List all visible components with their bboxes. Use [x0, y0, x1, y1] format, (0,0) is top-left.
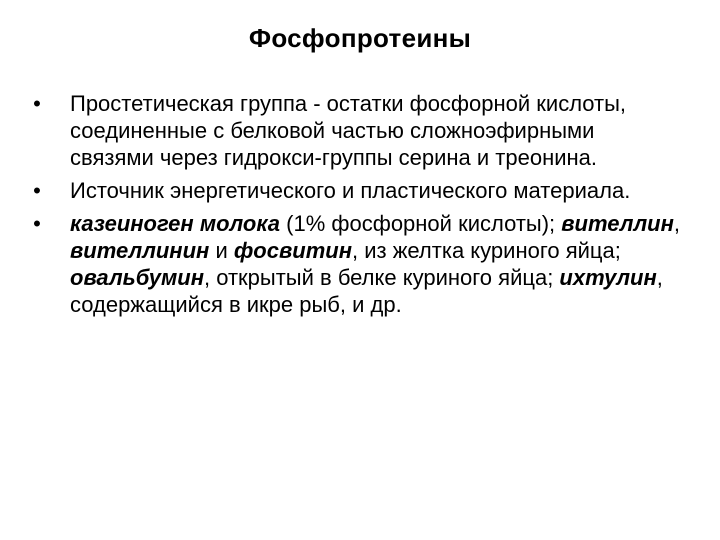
bullet-text: и [209, 238, 234, 263]
bullet-text: Источник энергетического и пластического материала. [70, 178, 631, 203]
term-ovalbumin: овальбумин [70, 265, 204, 290]
term-caseinogen: казеиноген молока [70, 211, 281, 236]
term-vitellin: вителлин [561, 211, 674, 236]
bullet-text: , из желтка куриного яйца; [352, 238, 621, 263]
bullet-item-energy-source [30, 177, 680, 204]
term-phosvitin: фосвитин [233, 238, 352, 263]
bullet-list [30, 90, 680, 324]
bullet-text: (1% фосфорной кислоты); [280, 211, 562, 236]
bullet-text: , открытый в белке куриного яйца; [204, 265, 560, 290]
slide-title: Фосфопротеины [248, 23, 472, 53]
bullet-text: , содержащийся в икре рыб, и др. [70, 265, 663, 317]
bullet-marker: • [33, 178, 41, 203]
bullet-item-examples [30, 210, 680, 318]
term-ichthulin: ихтулин [559, 265, 657, 290]
bullet-text: , [673, 211, 680, 236]
bullet-item-prosthetic-group [30, 90, 680, 171]
bullet-text: Простетическая группа - остатки фосфорной кислоты, соединенные с белковой частью сложноэфирными связями через гидрокси-группы серина и треонина. [70, 91, 627, 170]
bullet-marker: • [33, 211, 41, 236]
term-vitellinin: вителлинин [70, 238, 210, 263]
bullet-marker: • [33, 91, 41, 116]
